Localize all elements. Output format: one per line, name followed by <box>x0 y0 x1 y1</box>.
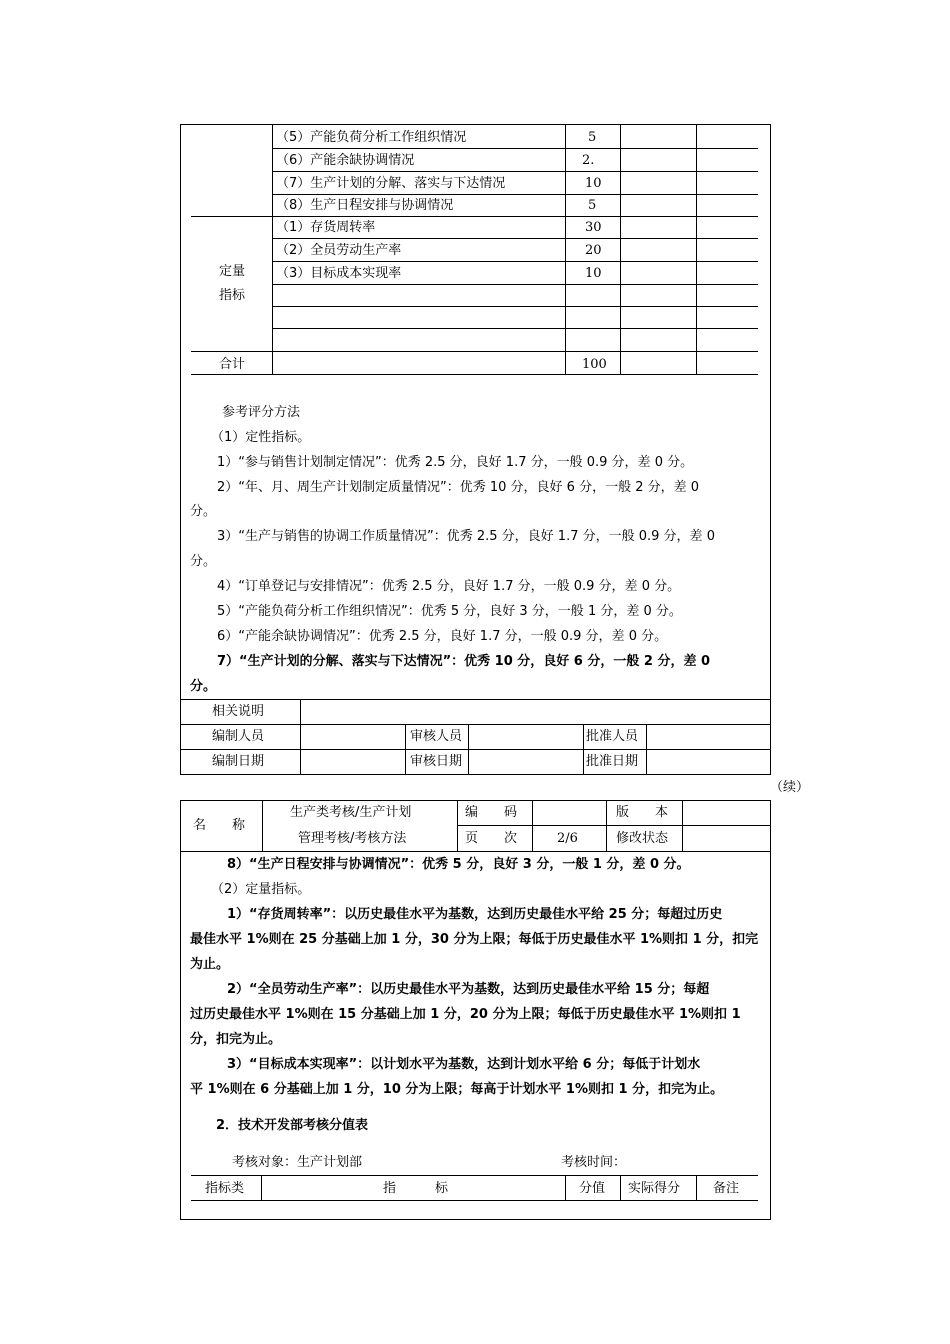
code-label: 编 码 <box>465 805 518 820</box>
method-item: 1）“参与销售计划制定情况”：优秀 2.5 分，良好 1.7 分，一般 0.9 分，差 0 分。 <box>217 455 694 470</box>
table-row-name: （7）生产计划的分解、落实与下达情况 <box>276 176 506 191</box>
method-item: 8）“生产日程安排与协调情况”：优秀 5 分，良好 3 分，一般 1 分，差 0 分。 <box>227 857 690 872</box>
method-item: 4）“订单登记与安排情况”：优秀 2.5 分，良好 1.7 分，一般 0.9 分，差 0 分。 <box>217 579 681 594</box>
table-row-score: 10 <box>585 266 602 281</box>
category-label: 指标 <box>219 288 246 303</box>
doc-title-line: 管理考核/考核方法 <box>298 831 407 846</box>
edit-date-label: 编制日期 <box>212 754 265 769</box>
total-value: 100 <box>582 357 607 372</box>
method-item: 分。 <box>190 504 217 519</box>
table-row-score: 5 <box>588 130 597 145</box>
method-item: 平 1%则在 6 分基础上加 1 分，10 分为上限；每高于计划水平 1%则扣 1 分，扣完为止。 <box>190 1082 724 1097</box>
table-row-score: 20 <box>585 243 602 258</box>
related-label: 相关说明 <box>212 704 265 719</box>
method-item: 为止。 <box>190 957 230 972</box>
method-item: 6）“产能余缺协调情况”：优秀 2.5 分，良好 1.7 分，一般 0.9 分，差 0 分。 <box>217 629 668 644</box>
approve-date-label: 批准日期 <box>586 754 639 769</box>
column-header-actual: 实际得分 <box>628 1181 681 1196</box>
method-item: 分。 <box>190 554 217 569</box>
approver-label: 批准人员 <box>586 729 639 744</box>
table-row-score: 5 <box>588 198 597 213</box>
column-header-score: 分值 <box>579 1181 606 1196</box>
method-item: 2）“全员劳动生产率”：以历史最佳水平为基数，达到历史最佳水平给 15 分；每超 <box>227 982 710 997</box>
method-item: （1）定性指标。 <box>211 430 311 445</box>
method-item: （2）定量指标。 <box>211 882 311 897</box>
name-label: 名 称 <box>193 818 246 833</box>
method-item: 最佳水平 1%则在 25 分基础上加 1 分，30 分为上限；每低于历史最佳水平 1%则扣 1 分，扣完 <box>190 932 759 947</box>
column-header-indicator: 指 标 <box>383 1181 449 1196</box>
table-row-score: 30 <box>585 220 602 235</box>
table-row-name: （6）产能余缺协调情况 <box>276 153 415 168</box>
upper-frame <box>180 124 771 775</box>
editor-label: 编制人员 <box>212 729 265 744</box>
total-label: 合计 <box>219 357 246 372</box>
table-row-name: （2）全员劳动生产率 <box>276 243 402 258</box>
method-item: 分，扣完为止。 <box>190 1032 282 1047</box>
reviewer-label: 审核人员 <box>410 729 463 744</box>
table-row-score: 2. <box>582 153 595 168</box>
column-header-category: 指标类 <box>205 1181 245 1196</box>
method-item: 3）“生产与销售的协调工作质量情况”：优秀 2.5 分，良好 1.7 分，一般 0.9 分，差 0 <box>217 529 715 544</box>
page-label: 页 次 <box>465 831 518 846</box>
table-row-name: （3）目标成本实现率 <box>276 266 402 281</box>
section-heading: 2．技术开发部考核分值表 <box>216 1118 369 1133</box>
target-label: 考核对象：生产计划部 <box>232 1155 363 1170</box>
continued-label: （续） <box>770 780 810 795</box>
page-value: 2/6 <box>557 831 578 846</box>
review-date-label: 审核日期 <box>410 754 463 769</box>
method-item: 7）“生产计划的分解、落实与下达情况”：优秀 10 分，良好 6 分，一般 2 分，差 0 <box>217 654 711 669</box>
method-item: 2）“年、月、周生产计划制定质量情况”：优秀 10 分，良好 6 分，一般 2 分，差 0 <box>217 480 700 495</box>
method-item: 过历史最佳水平 1%则在 15 分基础上加 1 分，20 分为上限；每低于历史最佳水平 1%则扣 1 <box>190 1007 741 1022</box>
table-row-name: （1）存货周转率 <box>276 220 376 235</box>
version-label: 版 本 <box>616 805 669 820</box>
method-title: 参考评分方法 <box>222 405 301 420</box>
table-row-name: （5）产能负荷分析工作组织情况 <box>276 130 467 145</box>
time-label: 考核时间： <box>561 1155 627 1170</box>
method-item: 3）“目标成本实现率”：以计划水平为基数，达到计划水平给 6 分；每低于计划水 <box>227 1057 701 1072</box>
method-item: 1）“存货周转率”：以历史最佳水平为基数，达到历史最佳水平给 25 分；每超过历史 <box>227 907 723 922</box>
table-row-name: （8）生产日程安排与协调情况 <box>276 198 454 213</box>
table-row-score: 10 <box>585 176 602 191</box>
category-label: 定量 <box>219 264 246 279</box>
method-item: 分。 <box>190 679 217 694</box>
doc-title-line: 生产类考核/生产计划 <box>290 805 412 820</box>
column-header-note: 备注 <box>713 1181 740 1196</box>
revision-label: 修改状态 <box>616 831 669 846</box>
method-item: 5）“产能负荷分析工作组织情况”：优秀 5 分，良好 3 分，一般 1 分，差 0 分。 <box>217 604 682 619</box>
